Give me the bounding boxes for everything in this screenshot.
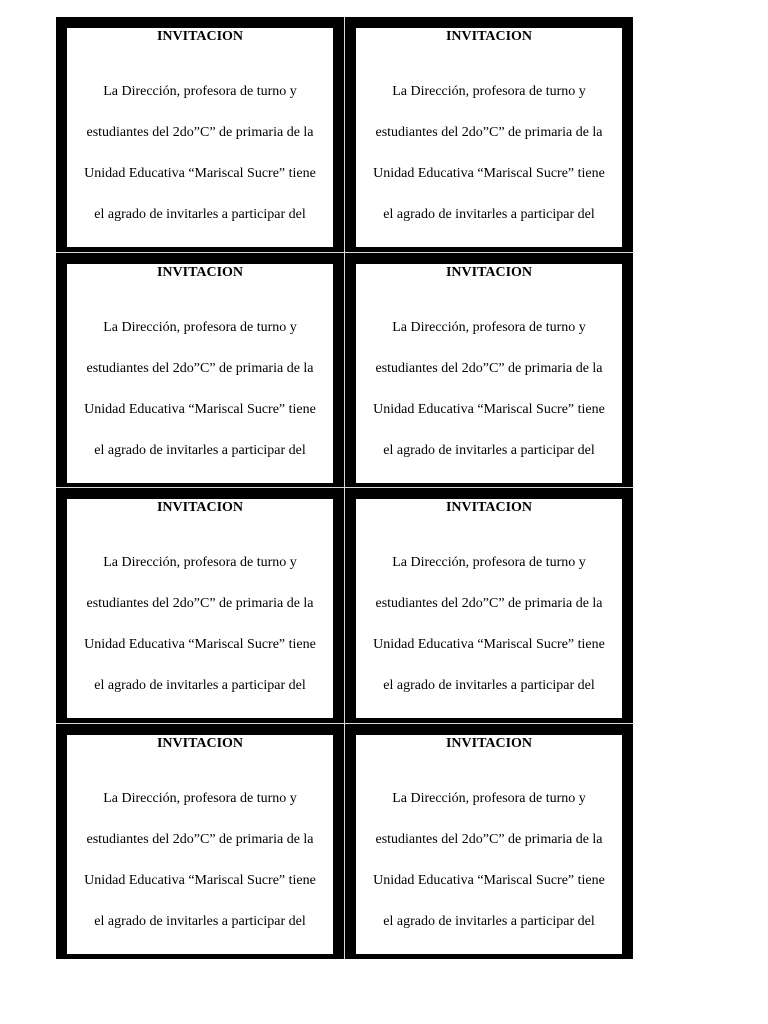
invitation-body (67, 297, 333, 483)
invitation-card-content (356, 28, 622, 247)
invitation-card (56, 488, 344, 723)
invitation-line (359, 953, 619, 955)
invitation-line: estudiantes del 2do”C” de primaria de la (375, 124, 603, 140)
invitation-line: el agrado de invitarles a participar del (94, 677, 306, 693)
invitation-line: estudiantes del 2do”C” de primaria de la (86, 124, 314, 140)
invitation-line: Unidad Educativa “Mariscal Sucre” tiene (373, 165, 605, 181)
invitation-card (345, 724, 633, 959)
invitation-line: La Dirección, profesora de turno y (103, 554, 297, 570)
invitation-title: INVITACION (445, 736, 533, 751)
invitation-body (67, 532, 333, 718)
invitation-line: La Dirección, profesora de turno y (392, 554, 586, 570)
invitation-line: La Dirección, profesora de turno y (103, 83, 297, 99)
invitation-body (356, 532, 622, 718)
invitation-card-content (67, 499, 333, 718)
invitation-line: el agrado de invitarles a participar del (94, 442, 306, 458)
invitation-card (56, 253, 344, 488)
invitation-title: INVITACION (445, 265, 533, 280)
invitation-title: INVITACION (156, 736, 244, 751)
invitation-line: el agrado de invitarles a participar del (383, 206, 595, 222)
invitation-card (345, 253, 633, 488)
invitation-line: Unidad Educativa “Mariscal Sucre” tiene (84, 401, 316, 417)
invitation-line: La Dirección, profesora de turno y (103, 790, 297, 806)
invitation-card-content (356, 499, 622, 718)
invitation-line: Unidad Educativa “Mariscal Sucre” tiene (373, 872, 605, 888)
invitation-card (56, 17, 344, 252)
invitation-line: el agrado de invitarles a participar del (383, 913, 595, 929)
invitation-card (56, 724, 344, 959)
invitation-body (67, 768, 333, 954)
invitation-body (67, 61, 333, 247)
invitation-line: Unidad Educativa “Mariscal Sucre” tiene (84, 636, 316, 652)
invitation-line: Unidad Educativa “Mariscal Sucre” tiene (84, 872, 316, 888)
invitation-line (70, 482, 330, 484)
invitation-body (356, 297, 622, 483)
invitation-line: el agrado de invitarles a participar del (383, 442, 595, 458)
invitation-line: Unidad Educativa “Mariscal Sucre” tiene (84, 165, 316, 181)
column-divider (344, 17, 345, 959)
invitation-line: La Dirección, profesora de turno y (392, 319, 586, 335)
invitation-body (356, 768, 622, 954)
invitation-line (359, 482, 619, 484)
invitation-title: INVITACION (445, 29, 533, 44)
invitation-line: La Dirección, profesora de turno y (103, 319, 297, 335)
invitation-card (345, 488, 633, 723)
row-divider (56, 252, 634, 253)
invitation-line: La Dirección, profesora de turno y (392, 790, 586, 806)
invitation-line (70, 717, 330, 719)
invitation-line: estudiantes del 2do”C” de primaria de la (375, 360, 603, 376)
invitation-body (356, 61, 622, 247)
invitation-line: el agrado de invitarles a participar del (383, 677, 595, 693)
invitation-line: estudiantes del 2do”C” de primaria de la (86, 831, 314, 847)
invitation-line: Unidad Educativa “Mariscal Sucre” tiene (373, 401, 605, 417)
invitation-card-content (67, 28, 333, 247)
invitation-title: INVITACION (445, 500, 533, 515)
invitation-line: estudiantes del 2do”C” de primaria de la (86, 595, 314, 611)
invitation-line: La Dirección, profesora de turno y (392, 83, 586, 99)
invitation-line: estudiantes del 2do”C” de primaria de la (375, 595, 603, 611)
invitation-line: Unidad Educativa “Mariscal Sucre” tiene (373, 636, 605, 652)
invitation-card-content (67, 264, 333, 483)
row-divider (56, 723, 634, 724)
invitation-card-content (67, 735, 333, 954)
invitation-line: estudiantes del 2do”C” de primaria de la (375, 831, 603, 847)
invitation-card-content (356, 735, 622, 954)
invitation-line: el agrado de invitarles a participar del (94, 913, 306, 929)
invitation-title: INVITACION (156, 500, 244, 515)
invitation-title: INVITACION (156, 29, 244, 44)
invitation-line (70, 953, 330, 955)
invitation-card (345, 17, 633, 252)
row-divider (56, 487, 634, 488)
invitation-title: INVITACION (156, 265, 244, 280)
invitation-card-content (356, 264, 622, 483)
invitation-line (359, 717, 619, 719)
invitation-sheet (56, 17, 634, 959)
invitation-line: el agrado de invitarles a participar del (94, 206, 306, 222)
invitation-line: estudiantes del 2do”C” de primaria de la (86, 360, 314, 376)
invitation-line (70, 246, 330, 248)
invitation-line (359, 246, 619, 248)
